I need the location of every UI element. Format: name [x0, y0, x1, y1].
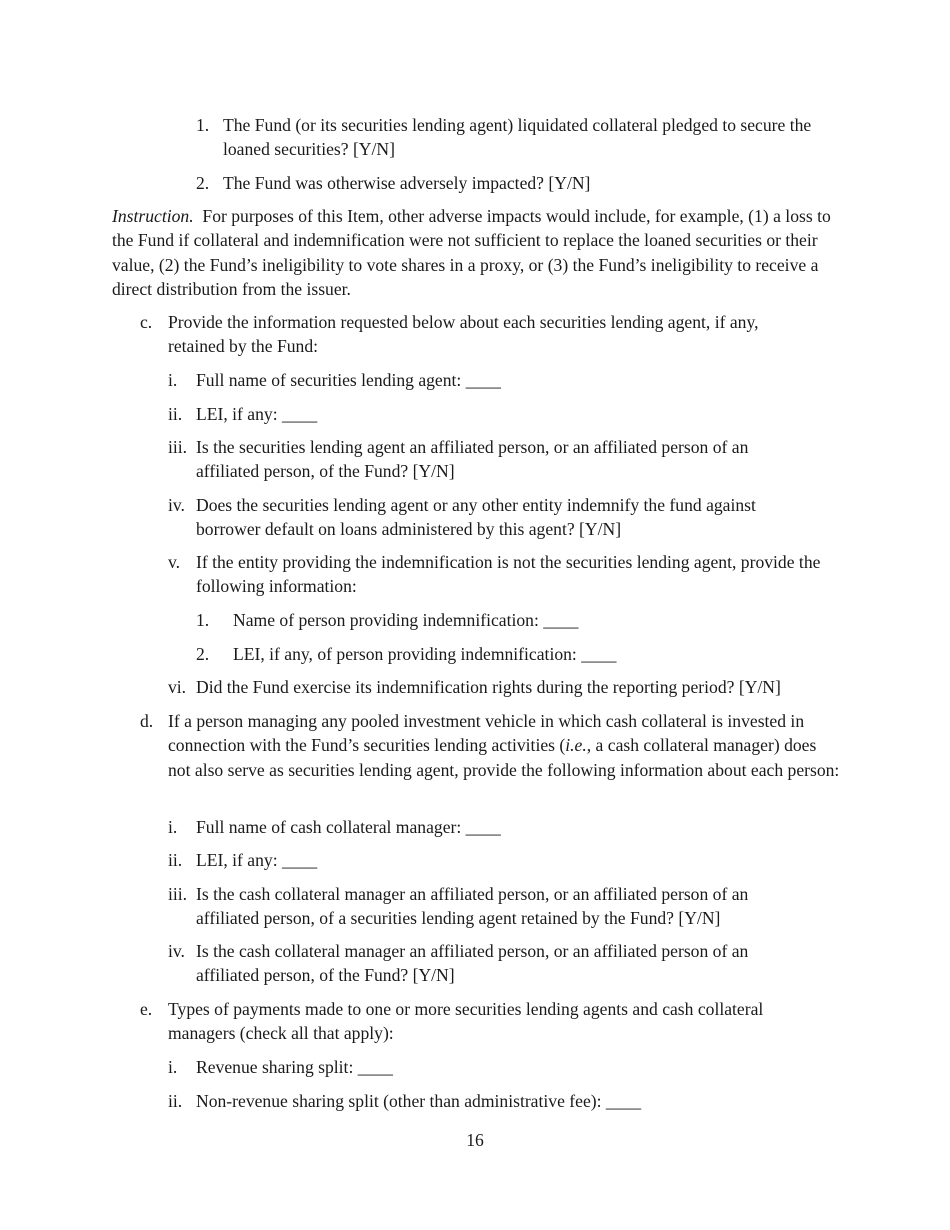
list-marker: 2.: [196, 173, 210, 193]
subitem: [168, 435, 808, 484]
subitem-text: If the entity providing the indemnification is not the securities lending agent, provide the following information:: [196, 552, 821, 597]
subitem-marker: iii.: [168, 437, 188, 457]
subitem: [168, 848, 838, 872]
subitem-text: LEI, if any: ____: [196, 404, 318, 424]
list-item: [196, 113, 836, 162]
subitem: [168, 815, 838, 839]
subitem: [168, 1055, 838, 1079]
item-c: [140, 310, 810, 359]
nested-text: LEI, if any, of person providing indemnification: ____: [233, 644, 617, 664]
nested-item: [196, 608, 816, 632]
page-number: 16: [466, 1130, 484, 1150]
subitem-text: Is the cash collateral manager an affiliated person, or an affiliated person of an affiliated person, of the Fund? [Y/N]: [196, 941, 749, 986]
item-e: [140, 997, 830, 1046]
subitem: [168, 939, 808, 988]
item-marker: c.: [140, 312, 153, 332]
subitem-text: Does the securities lending agent or any other entity indemnify the fund against borrower default on loans administered by this agent? [Y/N]: [196, 495, 756, 540]
list-item: [196, 171, 836, 195]
list-marker: 1.: [196, 115, 210, 135]
subitem: [168, 493, 808, 542]
subitem-marker: ii.: [168, 1091, 183, 1111]
subitem: [168, 882, 808, 931]
subitem: [168, 402, 838, 426]
subitem-marker: vi.: [168, 677, 187, 697]
subitem-text: Did the Fund exercise its indemnification rights during the reporting period? [Y/N]: [196, 677, 781, 697]
instruction-paragraph: [112, 204, 834, 302]
item-text: Provide the information requested below about each securities lending agent, if any, retained by the Fund:: [168, 312, 759, 357]
subitem-marker: iii.: [168, 884, 188, 904]
instruction-text: For purposes of this Item, other adverse impacts would include, for example, (1) a loss to the Fund if collateral and indemnification were not sufficient to replace the loaned securities or their value, (2) the Fund’s ineligibility to vote shares in a proxy, or (3) the Fund’s ineligibility to receive a direct distribution from the issuer.: [112, 206, 831, 300]
subitem-text: Is the securities lending agent an affiliated person, or an affiliated person of an affiliated person, of the Fund? [Y/N]: [196, 437, 749, 482]
nested-marker: 1.: [196, 610, 210, 630]
item-marker: e.: [140, 999, 153, 1019]
subitem-marker: iv.: [168, 495, 185, 515]
subitem-marker: i.: [168, 817, 178, 837]
subitem: [168, 1089, 838, 1113]
item-marker: d.: [140, 711, 154, 731]
subitem-text: Revenue sharing split: ____: [196, 1057, 393, 1077]
nested-item: [196, 642, 816, 666]
subitem-text: Full name of securities lending agent: ____: [196, 370, 501, 390]
item-text: [168, 709, 840, 782]
nested-marker: 2.: [196, 644, 210, 664]
subitem: [168, 368, 838, 392]
list-text: The Fund (or its securities lending agent) liquidated collateral pledged to secure the loaned securities? [Y/N]: [223, 115, 812, 160]
subitem: [168, 550, 838, 599]
nested-text: Name of person providing indemnification: ____: [233, 610, 579, 630]
subitem-text: Full name of cash collateral manager: ____: [196, 817, 501, 837]
subitem-marker: ii.: [168, 404, 183, 424]
item-text: Types of payments made to one or more securities lending agents and cash collateral managers (check all that apply):: [168, 999, 764, 1044]
item-text-part: , a cash collateral manager) does not also serve as securities lending agent, provide the following information about each person:: [168, 735, 840, 780]
subitem-marker: i.: [168, 370, 178, 390]
subitem: [168, 675, 848, 699]
item-text-part: If a person managing any pooled investment vehicle in which cash collateral is invested in connection with the Fund’s securities lending activities (: [168, 711, 805, 756]
item-d: [140, 709, 840, 782]
subitem-text: Is the cash collateral manager an affiliated person, or an affiliated person of an affiliated person, of a securities lending agent retained by the Fund? [Y/N]: [196, 884, 749, 929]
subitem-marker: i.: [168, 1057, 178, 1077]
list-text: The Fund was otherwise adversely impacted? [Y/N]: [223, 173, 591, 193]
subitem-marker: ii.: [168, 850, 183, 870]
item-text-italic: i.e.: [565, 735, 587, 756]
subitem-marker: iv.: [168, 941, 185, 961]
subitem-marker: v.: [168, 552, 181, 572]
subitem-text: Non-revenue sharing split (other than administrative fee): ____: [196, 1091, 642, 1111]
subitem-text: LEI, if any: ____: [196, 850, 318, 870]
instruction-label: Instruction.: [112, 206, 194, 226]
